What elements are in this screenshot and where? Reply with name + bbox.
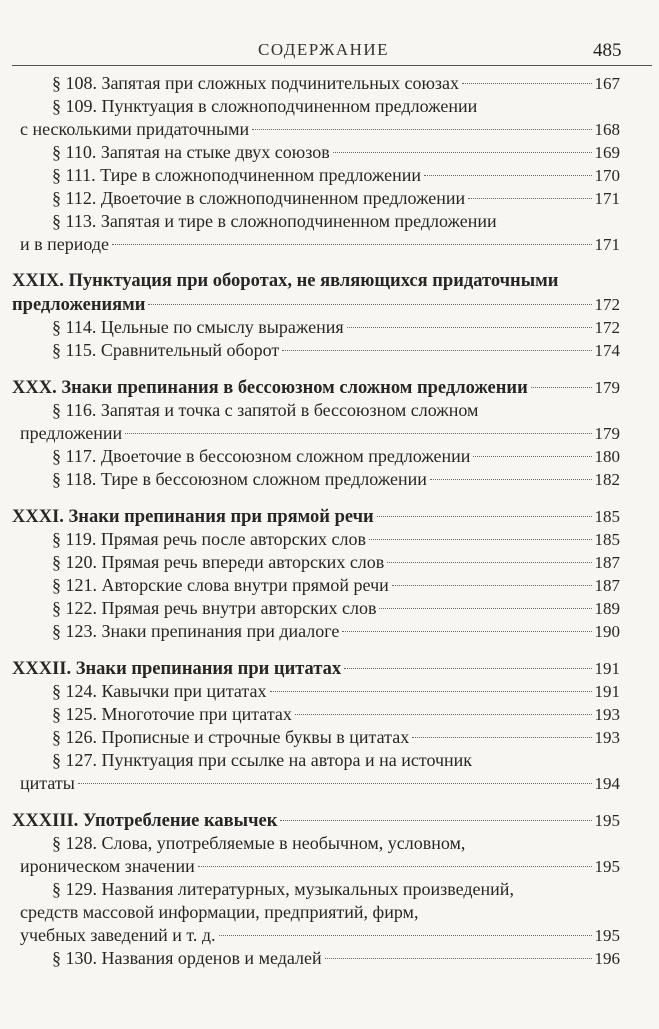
dot-leader xyxy=(112,244,591,245)
toc-page-number: 170 xyxy=(594,166,620,185)
dot-leader xyxy=(295,714,592,715)
toc-entry xyxy=(0,947,659,970)
entry-title-line xyxy=(0,422,659,445)
toc-page-number: 195 xyxy=(594,811,620,830)
dot-leader xyxy=(342,631,591,632)
toc-title-text: § 118. Тире в бессоюзном сложном предложении xyxy=(52,469,427,489)
toc-page-number: 169 xyxy=(594,143,620,162)
dot-leader xyxy=(270,691,592,692)
toc-page-number: 193 xyxy=(594,728,620,747)
dot-leader xyxy=(473,456,591,457)
toc-entry xyxy=(0,339,659,362)
dot-leader xyxy=(280,820,591,821)
chapter-gap xyxy=(0,362,659,376)
toc-title-text: § 109. Пунктуация в сложноподчиненном предложении xyxy=(52,96,478,116)
dot-leader xyxy=(379,608,591,609)
toc-page-number: 187 xyxy=(594,553,620,572)
toc-entry xyxy=(0,72,659,95)
toc-title-text: § 119. Прямая речь после авторских слов xyxy=(52,529,366,549)
toc-title-text: § 130. Названия орденов и медалей xyxy=(52,948,322,968)
chapter-title-line xyxy=(0,505,659,528)
toc-entry xyxy=(0,551,659,574)
toc-entry xyxy=(0,445,659,468)
toc-title-text: XXX. Знаки препинания в бессоюзном сложном предложении xyxy=(12,378,528,398)
entry-title-line xyxy=(0,924,659,947)
dot-leader xyxy=(424,175,592,176)
toc-title-text: предложении xyxy=(20,423,123,443)
entry-title-line xyxy=(0,855,659,878)
toc-title-text: § 108. Запятая при сложных подчинительных союзах xyxy=(52,73,460,93)
toc-chapter xyxy=(0,270,659,316)
page-number: 485 xyxy=(593,40,622,61)
toc-page-number: 180 xyxy=(594,447,620,466)
toc-title-text: XXIX. Пунктуация при оборотах, не являющихся придаточными xyxy=(12,271,559,291)
toc-page-number: 190 xyxy=(594,622,620,641)
toc-title-text: § 116. Запятая и точка с запятой в бессоюзном сложном xyxy=(52,400,479,420)
toc-entry xyxy=(0,878,659,947)
entry-title-line xyxy=(0,680,659,703)
entry-title-line xyxy=(0,772,659,795)
toc-page-number: 182 xyxy=(594,470,620,489)
entry-title-line xyxy=(0,164,659,187)
toc-title-text: § 122. Прямая речь внутри авторских слов xyxy=(52,598,377,618)
dot-leader xyxy=(392,585,592,586)
running-title: СОДЕРЖАНИЕ xyxy=(258,40,390,59)
toc-title-text: § 120. Прямая речь впереди авторских слов xyxy=(52,552,385,572)
entry-title-line xyxy=(0,339,659,362)
toc-chapter xyxy=(0,809,659,832)
dot-leader xyxy=(412,737,591,738)
toc-entry xyxy=(0,399,659,445)
page-header xyxy=(0,0,659,64)
chapter-title-line xyxy=(0,293,659,316)
toc-title-text: учебных заведений и т. д. xyxy=(20,925,216,945)
toc-page-number: 185 xyxy=(594,530,620,549)
toc-title-text: § 125. Многоточие при цитатах xyxy=(52,704,292,724)
toc-title-text: и в периоде xyxy=(20,234,110,254)
entry-title-line xyxy=(0,832,659,855)
toc-page-number: 167 xyxy=(594,74,620,93)
entry-title-line xyxy=(0,72,659,95)
toc-chapter xyxy=(0,657,659,680)
toc-title-text: § 129. Названия литературных, музыкальных произведений, xyxy=(52,879,514,899)
dot-leader xyxy=(344,668,591,669)
dot-leader xyxy=(198,866,592,867)
dot-leader xyxy=(148,304,591,305)
toc-entry xyxy=(0,528,659,551)
dot-leader xyxy=(325,958,592,959)
toc-title-text: § 111. Тире в сложноподчиненном предложении xyxy=(52,165,421,185)
toc-chapter xyxy=(0,505,659,528)
toc-page-number: 195 xyxy=(594,857,620,876)
toc-title-text: § 110. Запятая на стыке двух союзов xyxy=(52,142,330,162)
toc-title-text: § 126. Прописные и строчные буквы в цитатах xyxy=(52,727,410,747)
toc-entry xyxy=(0,574,659,597)
toc-title-text: XXXII. Знаки препинания при цитатах xyxy=(12,659,342,679)
dot-leader xyxy=(430,479,592,480)
chapter-gap xyxy=(0,491,659,505)
entry-title-line xyxy=(0,947,659,970)
toc-page-number: 179 xyxy=(594,424,620,443)
entry-title-line xyxy=(0,749,659,772)
toc-entry xyxy=(0,749,659,795)
toc-entry xyxy=(0,210,659,256)
entry-title-line xyxy=(0,445,659,468)
dot-leader xyxy=(369,539,592,540)
entry-title-line xyxy=(0,528,659,551)
dot-leader xyxy=(125,433,591,434)
toc-chapter xyxy=(0,376,659,399)
dot-leader xyxy=(333,152,592,153)
toc-entry xyxy=(0,620,659,643)
toc-title-text: XXXI. Знаки препинания при прямой речи xyxy=(12,507,374,527)
toc-entry xyxy=(0,597,659,620)
toc-page-number: 196 xyxy=(594,949,620,968)
dot-leader xyxy=(252,129,591,130)
entry-title-line xyxy=(0,187,659,210)
toc-title-text: цитаты xyxy=(20,773,75,793)
entry-title-line xyxy=(0,468,659,491)
toc-page-number: 189 xyxy=(594,599,620,618)
toc-title-text: § 115. Сравнительный оборот xyxy=(52,340,280,360)
header-rule xyxy=(12,65,652,66)
entry-title-line xyxy=(0,233,659,256)
toc-entry xyxy=(0,680,659,703)
entry-title-line xyxy=(0,726,659,749)
dot-leader xyxy=(462,83,591,84)
entry-title-line xyxy=(0,574,659,597)
toc-entry xyxy=(0,95,659,141)
toc-title-text: § 123. Знаки препинания при диалоге xyxy=(52,621,340,641)
chapter-title-line xyxy=(0,809,659,832)
toc-page-number: 171 xyxy=(594,235,620,254)
toc-title-text: § 114. Цельные по смыслу выражения xyxy=(52,317,344,337)
dot-leader xyxy=(347,327,592,328)
toc-title-text: § 112. Двоеточие в сложноподчиненном предложении xyxy=(52,188,466,208)
entry-title-line xyxy=(0,399,659,422)
toc-page-number: 172 xyxy=(594,295,620,314)
toc-entry xyxy=(0,468,659,491)
chapter-title-line xyxy=(0,376,659,399)
toc-title-text: ироническом значении xyxy=(20,856,195,876)
entry-title-line xyxy=(0,703,659,726)
toc-page-number: 195 xyxy=(594,926,620,945)
toc-title-text: XXXIII. Употребление кавычек xyxy=(12,811,278,831)
dot-leader xyxy=(219,935,592,936)
toc-page-number: 174 xyxy=(594,341,620,360)
table-of-contents xyxy=(0,72,659,970)
chapter-gap xyxy=(0,256,659,270)
entry-title-line xyxy=(0,95,659,118)
entry-title-line xyxy=(0,901,659,924)
chapter-title-line xyxy=(0,270,659,293)
dot-leader xyxy=(387,562,591,563)
dot-leader xyxy=(282,350,591,351)
toc-page-number: 193 xyxy=(594,705,620,724)
toc-page-number: 179 xyxy=(594,378,620,397)
toc-title-text: с несколькими придаточными xyxy=(20,119,250,139)
toc-entry xyxy=(0,316,659,339)
entry-title-line xyxy=(0,210,659,233)
toc-page-number: 191 xyxy=(594,659,620,678)
dot-leader xyxy=(531,387,592,388)
toc-page-number: 172 xyxy=(594,318,620,337)
toc-title-text: § 113. Запятая и тире в сложноподчиненном предложении xyxy=(52,211,497,231)
toc-page-number: 194 xyxy=(594,774,620,793)
dot-leader xyxy=(377,516,592,517)
dot-leader xyxy=(78,783,592,784)
toc-title-text: § 128. Слова, употребляемые в необычном, условном, xyxy=(52,833,466,853)
chapter-gap xyxy=(0,795,659,809)
toc-page-number: 168 xyxy=(594,120,620,139)
toc-title-text: § 117. Двоеточие в бессоюзном сложном предложении xyxy=(52,446,471,466)
toc-page-number: 171 xyxy=(594,189,620,208)
entry-title-line xyxy=(0,316,659,339)
toc-entry xyxy=(0,832,659,878)
toc-entry xyxy=(0,164,659,187)
entry-title-line xyxy=(0,878,659,901)
dot-leader xyxy=(468,198,591,199)
toc-entry xyxy=(0,141,659,164)
entry-title-line xyxy=(0,597,659,620)
toc-title-text: § 124. Кавычки при цитатах xyxy=(52,681,267,701)
toc-title-text: § 127. Пунктуация при ссылке на автора и на источник xyxy=(52,750,473,770)
toc-page-number: 185 xyxy=(594,507,620,526)
entry-title-line xyxy=(0,118,659,141)
toc-entry xyxy=(0,726,659,749)
entry-title-line xyxy=(0,620,659,643)
chapter-title-line xyxy=(0,657,659,680)
entry-title-line xyxy=(0,551,659,574)
toc-title-text: предложениями xyxy=(12,295,146,315)
toc-entry xyxy=(0,703,659,726)
toc-title-text: § 121. Авторские слова внутри прямой речи xyxy=(52,575,389,595)
toc-entry xyxy=(0,187,659,210)
toc-page-number: 187 xyxy=(594,576,620,595)
toc-page-number: 191 xyxy=(594,682,620,701)
toc-title-text: средств массовой информации, предприятий, фирм, xyxy=(20,902,419,922)
entry-title-line xyxy=(0,141,659,164)
chapter-gap xyxy=(0,643,659,657)
